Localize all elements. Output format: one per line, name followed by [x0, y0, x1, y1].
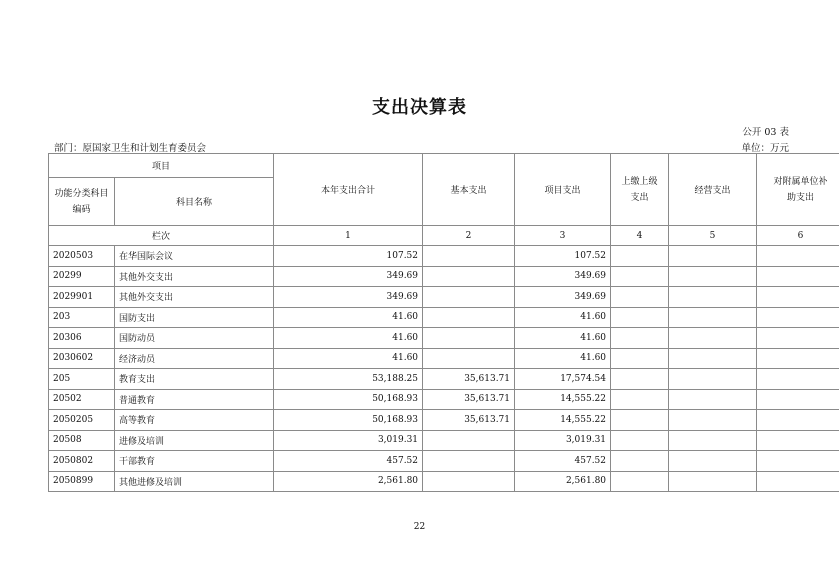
- subsidy-cell: [757, 246, 839, 267]
- code-cell: 20508: [49, 430, 115, 451]
- operating-cell: [669, 471, 757, 492]
- subsidy-cell: [757, 430, 839, 451]
- code-cell: 20299: [49, 266, 115, 287]
- paid-upper-cell: [611, 348, 669, 369]
- paid-upper-cell: [611, 430, 669, 451]
- code-cell: 203: [49, 307, 115, 328]
- operating-cell: [669, 266, 757, 287]
- total-cell: 2,561.80: [274, 471, 423, 492]
- basic-cell: [423, 451, 515, 472]
- code-cell: 2029901: [49, 287, 115, 308]
- total-cell: 457.52: [274, 451, 423, 472]
- header-column-index: 栏次: [49, 226, 274, 246]
- total-cell: 50,168.93: [274, 410, 423, 431]
- basic-cell: [423, 471, 515, 492]
- operating-cell: [669, 430, 757, 451]
- header-operating: 经营支出: [669, 154, 757, 226]
- table-row: [49, 410, 839, 431]
- header-project-expenditure: 项目支出: [515, 154, 611, 226]
- code-cell: 20306: [49, 328, 115, 349]
- paid-upper-cell: [611, 307, 669, 328]
- total-cell: 41.60: [274, 348, 423, 369]
- basic-cell: [423, 348, 515, 369]
- subsidy-cell: [757, 287, 839, 308]
- project-cell: 349.69: [515, 266, 611, 287]
- paid-upper-cell: [611, 471, 669, 492]
- code-cell: 20502: [49, 389, 115, 410]
- index-cell: 6: [757, 226, 839, 246]
- project-cell: 14,555.22: [515, 389, 611, 410]
- expenditure-table: [48, 153, 839, 492]
- table-row: [49, 389, 839, 410]
- table-row: [49, 328, 839, 349]
- table-row: [49, 451, 839, 472]
- total-cell: 3,019.31: [274, 430, 423, 451]
- header-paid-upper: 上缴上级支出: [611, 154, 669, 226]
- basic-cell: [423, 246, 515, 267]
- subsidy-cell: [757, 348, 839, 369]
- project-cell: 3,019.31: [515, 430, 611, 451]
- table-row: [49, 307, 839, 328]
- page-number: 22: [413, 522, 426, 532]
- paid-upper-cell: [611, 266, 669, 287]
- total-cell: 41.60: [274, 328, 423, 349]
- name-cell: 其他外交支出: [115, 266, 274, 287]
- operating-cell: [669, 410, 757, 431]
- basic-cell: [423, 430, 515, 451]
- header-subject-name: 科目名称: [115, 178, 274, 226]
- basic-cell: 35,613.71: [423, 410, 515, 431]
- index-cell: 5: [669, 226, 757, 246]
- index-cell: 3: [515, 226, 611, 246]
- operating-cell: [669, 389, 757, 410]
- project-cell: 41.60: [515, 307, 611, 328]
- basic-cell: [423, 328, 515, 349]
- total-cell: 349.69: [274, 266, 423, 287]
- name-cell: 其他外交支出: [115, 287, 274, 308]
- code-cell: 2050802: [49, 451, 115, 472]
- code-cell: 2020503: [49, 246, 115, 267]
- total-cell: 107.52: [274, 246, 423, 267]
- subsidy-cell: [757, 451, 839, 472]
- operating-cell: [669, 451, 757, 472]
- name-cell: 其他进修及培训: [115, 471, 274, 492]
- header-project: 项目: [49, 154, 274, 178]
- subsidy-cell: [757, 389, 839, 410]
- basic-cell: [423, 287, 515, 308]
- index-cell: 2: [423, 226, 515, 246]
- table-row: [49, 471, 839, 492]
- unit-label: 单位：万元: [741, 143, 789, 154]
- operating-cell: [669, 328, 757, 349]
- name-cell: 国防动员: [115, 328, 274, 349]
- name-cell: 国防支出: [115, 307, 274, 328]
- project-cell: 41.60: [515, 328, 611, 349]
- operating-cell: [669, 287, 757, 308]
- table-row: [49, 430, 839, 451]
- table-row: [49, 287, 839, 308]
- subsidy-cell: [757, 471, 839, 492]
- table-row: [49, 369, 839, 390]
- name-cell: 干部教育: [115, 451, 274, 472]
- code-cell: 205: [49, 369, 115, 390]
- header-func-code: 功能分类科目编码: [49, 178, 115, 226]
- project-cell: 349.69: [515, 287, 611, 308]
- basic-cell: 35,613.71: [423, 369, 515, 390]
- table-row: [49, 266, 839, 287]
- total-cell: 53,188.25: [274, 369, 423, 390]
- header-basic: 基本支出: [423, 154, 515, 226]
- project-cell: 41.60: [515, 348, 611, 369]
- subsidy-cell: [757, 266, 839, 287]
- name-cell: 在华国际会议: [115, 246, 274, 267]
- subsidy-cell: [757, 328, 839, 349]
- paid-upper-cell: [611, 451, 669, 472]
- subsidy-cell: [757, 410, 839, 431]
- operating-cell: [669, 307, 757, 328]
- code-cell: 2050899: [49, 471, 115, 492]
- table-row: [49, 246, 839, 267]
- operating-cell: [669, 246, 757, 267]
- total-cell: 349.69: [274, 287, 423, 308]
- code-cell: 2030602: [49, 348, 115, 369]
- header-total: 本年支出合计: [274, 154, 423, 226]
- project-cell: 457.52: [515, 451, 611, 472]
- table-row: [49, 348, 839, 369]
- project-cell: 107.52: [515, 246, 611, 267]
- basic-cell: [423, 307, 515, 328]
- operating-cell: [669, 348, 757, 369]
- header-subsidy: 对附属单位补助支出: [757, 154, 839, 226]
- paid-upper-cell: [611, 369, 669, 390]
- subsidy-cell: [757, 307, 839, 328]
- paid-upper-cell: [611, 410, 669, 431]
- department-label: 部门：原国家卫生和计划生育委员会: [54, 143, 207, 154]
- project-cell: 2,561.80: [515, 471, 611, 492]
- name-cell: 高等教育: [115, 410, 274, 431]
- name-cell: 进修及培训: [115, 430, 274, 451]
- index-cell: 1: [274, 226, 423, 246]
- operating-cell: [669, 369, 757, 390]
- total-cell: 41.60: [274, 307, 423, 328]
- subsidy-cell: [757, 369, 839, 390]
- paid-upper-cell: [611, 287, 669, 308]
- name-cell: 经济动员: [115, 348, 274, 369]
- project-cell: 14,555.22: [515, 410, 611, 431]
- basic-cell: 35,613.71: [423, 389, 515, 410]
- total-cell: 50,168.93: [274, 389, 423, 410]
- paid-upper-cell: [611, 328, 669, 349]
- name-cell: 教育支出: [115, 369, 274, 390]
- name-cell: 普通教育: [115, 389, 274, 410]
- paid-upper-cell: [611, 246, 669, 267]
- paid-upper-cell: [611, 389, 669, 410]
- code-cell: 2050205: [49, 410, 115, 431]
- basic-cell: [423, 266, 515, 287]
- project-cell: 17,574.54: [515, 369, 611, 390]
- index-cell: 4: [611, 226, 669, 246]
- form-number: 公开 03 表: [742, 127, 789, 138]
- page-title: 支出决算表: [372, 97, 467, 118]
